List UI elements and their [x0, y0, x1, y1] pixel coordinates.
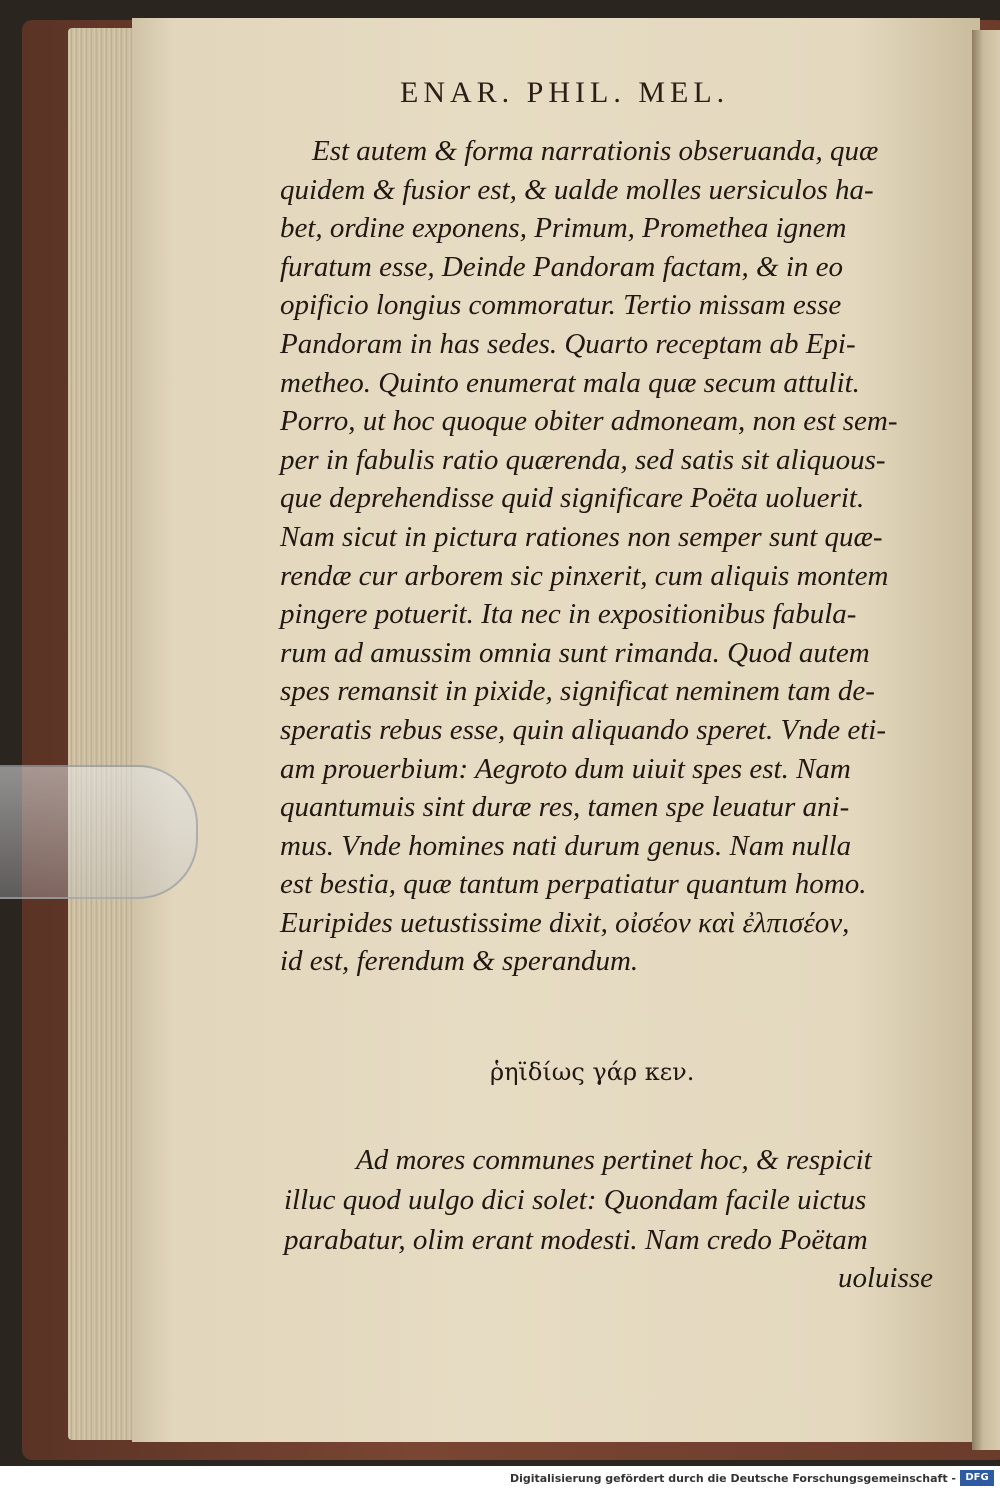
- text-line: que deprehendisse quid significare Poëta uoluerit.: [280, 482, 865, 515]
- greek-lemma-heading: ῥηϊδίως γάρ κεν.: [490, 1058, 695, 1086]
- text-line: Est autem & forma narrationis obseruanda, quæ: [312, 135, 879, 167]
- catchword: uoluisse: [838, 1262, 934, 1294]
- text-line: bet, ordine exponens, Primum, Promethea ignem: [280, 212, 847, 245]
- text-line: Pandoram in has sedes. Quarto receptam ab Epi-: [280, 327, 856, 360]
- paragraph-1: [280, 132, 940, 981]
- text-line: quantumuis sint duræ res, tamen spe leuatur ani-: [280, 791, 850, 824]
- text-line: illuc quod uulgo dici solet: Quondam facile uictus: [284, 1184, 867, 1216]
- text-line: opificio longius commoratur. Tertio missam esse: [280, 289, 842, 322]
- text-line: am prouerbium: Aegroto dum uiuit spes est. Nam: [280, 752, 851, 785]
- text-line: rum ad amussim omnia sunt rimanda. Quod autem: [280, 636, 870, 669]
- text-line: Nam sicut in pictura rationes non semper sunt quæ-: [280, 520, 883, 553]
- text-line: mus. Vnde homines nati durum genus. Nam nulla: [280, 829, 852, 862]
- text-line: pingere potuerit. Ita nec in expositionibus fabula-: [280, 598, 857, 631]
- funding-notice: Digitalisierung gefördert durch die Deutsche Forschungsgemeinschaft -: [509, 1472, 956, 1485]
- text-line: speratis rebus esse, quin aliquando speret. Vnde eti-: [280, 713, 886, 746]
- running-header: ENAR. PHIL. MEL.: [400, 76, 730, 109]
- page-edges: [68, 28, 138, 1440]
- text-line: id est, ferendum & sperandum.: [280, 945, 639, 978]
- text-line: spes remansit in pixide, significat neminem tam de-: [280, 675, 875, 708]
- text-line: metheo. Quinto enumerat mala quæ secum attulit.: [280, 366, 860, 399]
- page-clip: [0, 765, 198, 899]
- paragraph-2: [284, 1140, 944, 1260]
- text-line: Euripides uetustissime dixit, οἰσέον καὶ ἐλπισέον,: [280, 906, 850, 939]
- text-line: rendæ cur arborem sic pinxerit, cum aliquis montem: [280, 559, 889, 592]
- text-line: quidem & fusior est, & ualde molles uersiculos ha-: [280, 173, 874, 206]
- facing-page-edge: [972, 30, 1000, 1450]
- text-line: parabatur, olim erant modesti. Nam credo Poëtam: [284, 1224, 868, 1256]
- text-line: furatum esse, Deinde Pandoram factam, & in eo: [280, 250, 844, 283]
- text-line: per in fabulis ratio quærenda, sed satis sit aliquous-: [280, 443, 886, 476]
- text-line: Ad mores communes pertinet hoc, & respicit: [356, 1144, 872, 1176]
- footer-bar: [0, 1466, 1000, 1494]
- text-line: Porro, ut hoc quoque obiter admoneam, non est sem-: [280, 405, 898, 438]
- text-line: est bestia, quæ tantum perpatiatur quantum homo.: [280, 868, 867, 901]
- dfg-logo-icon: DFG: [960, 1470, 994, 1486]
